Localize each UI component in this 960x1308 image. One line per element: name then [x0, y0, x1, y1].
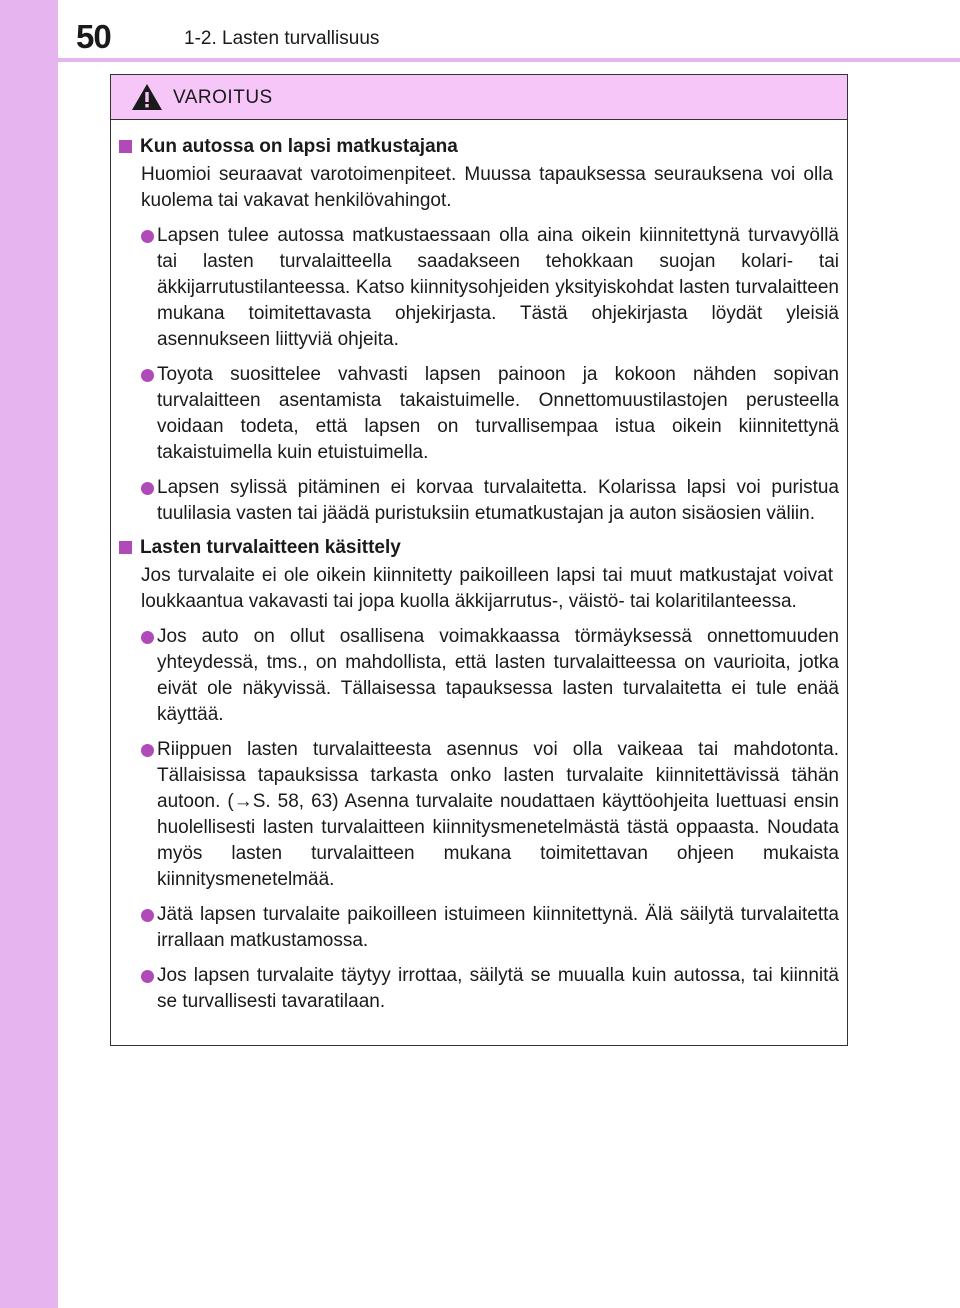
square-bullet-icon [119, 541, 132, 554]
warning-header [111, 75, 847, 120]
list-item-text: Riippuen lasten turvalaitteesta asennus voi olla vaikeaa tai mahdotonta. Tällaisissa tapauksissa tarkasta onko lasten turvalaite kiinnitettävissä tähän autoon. (→S. 58, 63) Asenna turvalaite noudattaen käyttöohjeita luettuasi ensin huolellisesti lasten turvalaitteen kiinnitysmenetelmästä tästä oppaasta. Noudata myös lasten turvalaitteen mukana toimitettavan ohjeen mukaista kiinnitysmenetelmää. [157, 739, 839, 890]
warning-body [111, 120, 847, 1015]
section-title: 1-2. Lasten turvallisuus [184, 28, 380, 49]
section-heading-text: Lasten turvalaitteen käsittely [140, 537, 401, 558]
round-bullet-icon [141, 970, 154, 983]
round-bullet-icon [141, 744, 154, 757]
page-number: 50 [76, 18, 111, 55]
list-item-text: Lapsen sylissä pitäminen ei korvaa turvalaitetta. Kolarissa lapsi voi puristua tuulilasia vasten tai jäädä puristuksiin etumatkustajan ja auton sisäosien väliin. [157, 477, 839, 524]
list-item [119, 362, 839, 466]
round-bullet-icon [141, 909, 154, 922]
list-item-text: Jos lapsen turvalaite täytyy irrottaa, säilytä se muualla kuin autossa, tai kiinnitä se turvallisesti tavaratilaan. [157, 965, 839, 1012]
square-bullet-icon [119, 140, 132, 153]
round-bullet-icon [141, 369, 154, 382]
page-header [0, 0, 960, 58]
side-color-band [0, 0, 58, 1308]
warning-box [110, 74, 848, 1046]
list-item-text: Lapsen tulee autossa matkustaessaan olla aina oikein kiinnitettynä turvavyöllä tai lasten turvalaitteella saadakseen tehokkaan suojan kolari- tai äkkijarrutustilanteessa. Katso kiinnitysohjeiden yksityiskohdat lasten turvalaitteen mukana toimitettavasta ohjekirjasta. Tästä ohjekirjasta löydät yleisiä asennukseen liittyviä ohjeita. [157, 225, 839, 350]
section-heading [119, 134, 839, 159]
list-item-text: Toyota suosittelee vahvasti lapsen painoon ja kokoon nähden sopivan turvalaitteen asentamista takaistuimelle. Onnettomuustilastojen perusteella voidaan todeta, että lapsen on turvallisempaa istua oikein kiinnitettynä takaistuimella kuin etuistuimella. [157, 364, 839, 463]
round-bullet-icon [141, 631, 154, 644]
section-intro: Jos turvalaite ei ole oikein kiinnitetty paikoilleen lapsi tai muut matkustajat voivat loukkaantua vakavasti tai jopa kuolla äkkijarrutus-, väistö- tai kolaritilanteessa. [141, 565, 833, 612]
list-item [119, 902, 839, 954]
list-item [119, 737, 839, 893]
warning-triangle-icon [131, 83, 163, 111]
list-item [119, 624, 839, 728]
section-heading-text: Kun autossa on lapsi matkustajana [140, 136, 458, 157]
list-item [119, 223, 839, 353]
header-rule [58, 58, 960, 62]
warning-title: VAROITUS [173, 87, 273, 108]
section-child-passenger [119, 134, 839, 527]
section-restraint-handling [119, 535, 839, 1015]
round-bullet-icon [141, 230, 154, 243]
list-item-text: Jätä lapsen turvalaite paikoilleen istuimeen kiinnitettynä. Älä säilytä turvalaitetta irrallaan matkustamossa. [157, 904, 839, 951]
section-heading [119, 535, 839, 560]
list-item-text: Jos auto on ollut osallisena voimakkaassa törmäyksessä onnettomuuden yhteydessä, tms., on mahdollista, että lasten turvalaitteessa on vaurioita, jotka eivät ole näkyvissä. Tällaisessa tapauksessa lasten turvalaitetta ei tule enää käyttää. [157, 626, 839, 725]
section-intro: Huomioi seuraavat varotoimenpiteet. Muussa tapauksessa seurauksena voi olla kuolema tai vakavat henkilövahingot. [141, 164, 833, 211]
round-bullet-icon [141, 482, 154, 495]
list-item [119, 475, 839, 527]
list-item [119, 963, 839, 1015]
